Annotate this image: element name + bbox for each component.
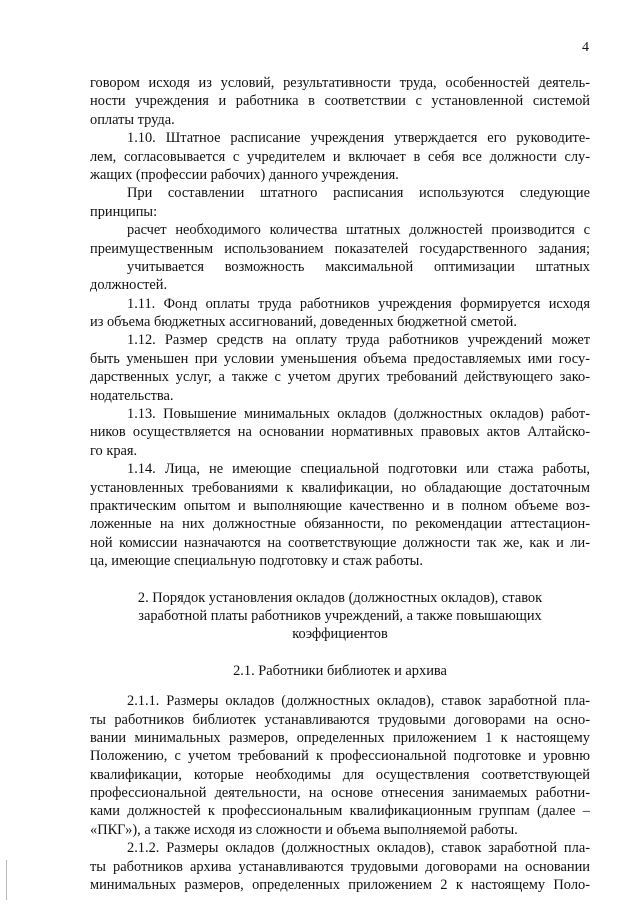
text-line: минимальных размеров, определенных приложением 2 к настоящему Поло-: [90, 877, 590, 894]
text-line: 2.1.1. Размеры окладов (должностных окладов), ставок заработной пла-: [127, 693, 590, 710]
text-line: 2.1.2. Размеры окладов (должностных окладов), ставок заработной пла-: [127, 840, 590, 857]
text-line: ложенные на них должностные обязанности, по рекомендации аттестацион-: [90, 516, 590, 533]
text-line: 1.12. Размер средств на оплату труда работников учреждений может: [127, 332, 590, 349]
text-line: 1.10. Штатное расписание учреждения утверждается его руководите-: [127, 130, 590, 147]
text-line: нодательства.: [90, 387, 174, 404]
text-line: ками должностей к профессиональным квалификационным группам (далее –: [90, 803, 590, 820]
text-line: профессиональной деятельности, на основе отнесения занимаемых работни-: [90, 785, 590, 802]
text-line: оплаты труда.: [90, 111, 175, 128]
text-line: лем, согласовывается с учредителем и включает в себя все должности слу-: [90, 148, 590, 165]
text-line: квалификации, которые необходимы для осуществления соответствующей: [90, 766, 590, 783]
text-line: 1.11. Фонд оплаты труда работников учреждения формируется исходя: [127, 295, 590, 312]
text-line: дарственных услуг, а также с учетом других требований действующего зако-: [90, 369, 590, 386]
text-line: При составлении штатного расписания используются следующие: [127, 185, 590, 202]
text-line: «ПКГ»), а также исходя из сложности и объема выполняемой работы.: [90, 821, 518, 838]
text-line: ной комиссии назначаются на соответствующие должности так же, как и ли-: [90, 534, 590, 551]
text-line: 1.13. Повышение минимальных окладов (должностных окладов) работ-: [127, 406, 590, 423]
text-line: расчет необходимого количества штатных должностей производится с: [127, 222, 590, 239]
text-line: принципы:: [90, 203, 158, 220]
text-line: говором исходя из условий, результативности труда, особенностей деятель-: [90, 75, 590, 91]
text-line: Положению, с учетом требований к профессиональной подготовке и уровню: [90, 748, 590, 765]
text-line: ников осуществляется на основании нормативных правовых актов Алтайско-: [90, 424, 590, 441]
page-number: 4: [582, 40, 589, 55]
body-text: [90, 74, 590, 894]
spacer: [90, 644, 590, 662]
spacer: [90, 680, 590, 692]
text-line: учитывается возможность максимальной оптимизации штатных: [127, 258, 590, 275]
text-line: установленных требованиями к квалификации, но обладающие достаточным: [90, 479, 590, 496]
text-line: ности учреждения и работника в соответствии с установленной системой: [90, 93, 590, 110]
text-line: го края.: [90, 442, 138, 459]
text-line: вании минимальных размеров, определенных приложением 1 к настоящему: [90, 729, 590, 746]
scan-edge-mark: [6, 860, 7, 900]
text-line: жащих (профессии рабочих) данного учреждения.: [90, 166, 399, 183]
section-heading: заработной платы работников учреждений, а также повышающих: [138, 607, 542, 624]
text-line: ты работников архива устанавливаются трудовыми договорами на основании: [90, 858, 590, 875]
section-heading: коэффициентов: [292, 626, 388, 643]
spacer: [90, 571, 590, 589]
section-heading: 2. Порядок установления окладов (должностных окладов), ставок: [137, 589, 543, 606]
text-line: должностей.: [90, 277, 168, 294]
text-line: ты работников библиотек устанавливаются трудовыми договорами на осно-: [90, 711, 590, 728]
text-line: практическим опытом и выполняющие качественно и в полном объеме воз-: [90, 497, 590, 514]
text-line: из объема бюджетных ассигнований, доведенных бюджетной сметой.: [90, 314, 517, 331]
text-line: преимущественным использованием показателей государственного задания;: [90, 240, 590, 257]
text-line: быть уменьшен при условии уменьшения объема предоставляемых ими госу-: [90, 350, 590, 367]
text-line: 1.14. Лица, не имеющие специальной подготовки или стажа работы,: [127, 461, 590, 478]
subsection-heading: 2.1. Работники библиотек и архива: [233, 662, 447, 679]
text-line: ца, имеющие специальную подготовку и стаж работы.: [90, 553, 423, 570]
